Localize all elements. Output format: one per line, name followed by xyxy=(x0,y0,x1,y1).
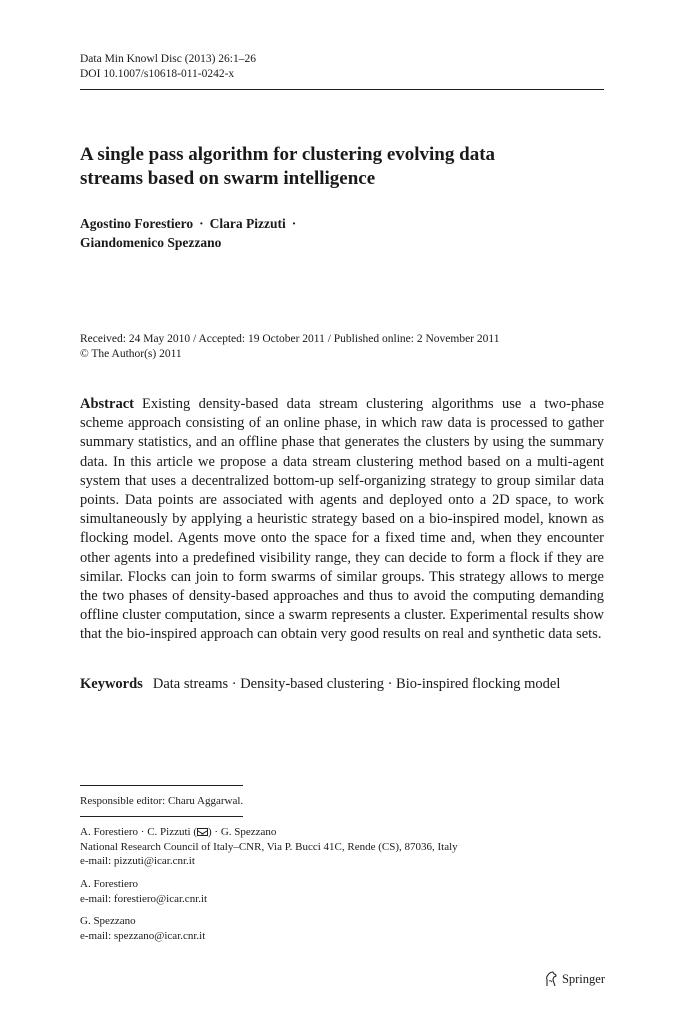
copyright: © The Author(s) 2011 xyxy=(80,348,182,360)
header-rule xyxy=(80,89,604,90)
received-accepted-published: Received: 24 May 2010 / Accepted: 19 October 2011 / Published online: 2 November 2011 xyxy=(80,333,500,345)
abstract-label: Abstract xyxy=(80,396,134,412)
keywords-text: Data streams · Density-based clustering · Bio-inspired flocking model xyxy=(152,676,561,692)
title-line-1: A single pass algorithm for clustering evolving data xyxy=(80,144,496,165)
editor-note: Responsible editor: Charu Aggarwal. xyxy=(80,795,244,807)
name-forestiero: A. Forestiero xyxy=(80,878,139,890)
footnote-rule xyxy=(80,816,243,817)
name-spezzano: G. Spezzano xyxy=(80,915,136,927)
affiliation-authors: A. Forestiero · C. Pizzuti ( ) · G. Spezzano xyxy=(80,826,277,838)
keywords xyxy=(80,675,604,694)
journal-header xyxy=(80,52,256,82)
affiliation-block xyxy=(80,825,604,869)
mail-icon xyxy=(197,828,208,836)
article-history xyxy=(80,332,604,362)
abstract-text: Existing density-based data stream clustering algorithms use a two-phase scheme approach consisting of an online phase, in which raw data is processed to gather summary statistics, and an offline phase that generates the clusters by using the summary data. In this article we propose a data stream clustering method based on a multi-agent system that uses a decentralized bottom-up self-organizing strategy to group similar data points. Data points are associated with agents and deployed onto a 2D space, to work simultaneously by applying a heuristic strategy based on a bio-inspired model, known as flocking model. Agents move onto the space for a fixed time and, when they encounter other agents into a predefined visibility range, they can decide to form a flock if they are similar. Flocks can join to form swarms of similar groups. This strategy allows to merge the two phases of density-based approaches and thus to avoid the computing demanding offline cluster computation, since a swarm represents a cluster. Experimental results show that the bio-inspired approach can obtain very good results on real and synthetic data sets. xyxy=(80,396,604,643)
affiliation-address: National Research Council of Italy–CNR, Via P. Bucci 41C, Rende (CS), 87036, Italy xyxy=(80,840,458,853)
author-separator: · xyxy=(199,216,204,231)
email-forestiero[interactable]: e-mail: forestiero@icar.cnr.it xyxy=(80,892,208,905)
spezzano-contact xyxy=(80,914,604,943)
publisher-mark xyxy=(544,971,605,987)
paper-title xyxy=(80,143,604,191)
title-line-2: streams based on swarm intelligence xyxy=(80,168,376,189)
author-list xyxy=(80,214,302,252)
author-pizzuti: Clara Pizzuti xyxy=(209,216,286,231)
email-spezzano[interactable]: e-mail: spezzano@icar.cnr.it xyxy=(80,929,206,942)
author-separator: · xyxy=(291,216,297,231)
abstract xyxy=(80,395,604,645)
springer-horse-icon xyxy=(544,971,558,987)
email-pizzuti[interactable]: e-mail: pizzuti@icar.cnr.it xyxy=(80,855,195,867)
forestiero-contact xyxy=(80,877,604,906)
publisher-name: Springer xyxy=(561,971,605,986)
keywords-label: Keywords xyxy=(80,676,143,692)
journal-citation: Data Min Knowl Disc (2013) 26:1–26 xyxy=(80,53,256,65)
author-forestiero: Agostino Forestiero xyxy=(80,216,194,231)
doi: DOI 10.1007/s10618-011-0242-x xyxy=(80,68,235,80)
author-spezzano: Giandomenico Spezzano xyxy=(80,235,222,250)
footnote-rule xyxy=(80,785,243,786)
